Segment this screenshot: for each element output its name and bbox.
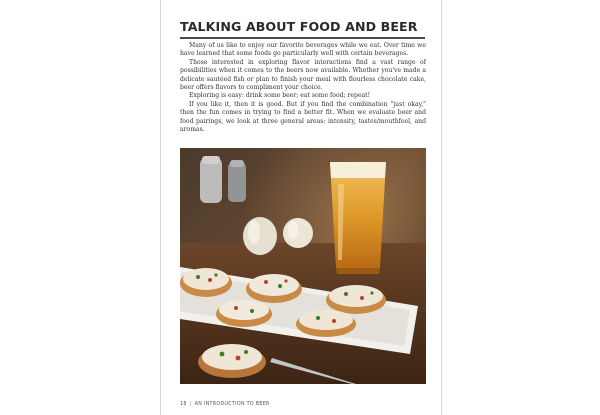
beer-glass-icon: [330, 162, 386, 274]
footer-separator: |: [189, 402, 192, 407]
section-name: AN INTRODUCTION TO BEER: [194, 402, 270, 407]
paragraph: Many of us like to enjoy our favorite beverages while we eat. Over time we have learned that some foods go particularly well with certain beverages.: [180, 42, 426, 58]
paragraph: Exploring is easy: drink some beer; eat some food; repeat!: [189, 92, 371, 100]
page-number: 18: [180, 402, 187, 407]
paragraph: If you like it, then it is good. But if you find the combination "just okay," then the fun comes in trying to find a better fit. When we evaluate beer and food pairings, we look at three general areas: intensity, tastes/mouthfeel, and aromas.: [180, 100, 426, 134]
title-underline: [180, 37, 425, 39]
body-text: [180, 42, 426, 134]
paragraph: Those interested in exploring flavor interactions find a vast range of possibilities when it comes to the beers now available. Whether you've made a delicate sautéed fish or plan to finish your meal with flourless chocolate cake, beer offers flavors to compliment your choice.: [180, 58, 426, 92]
book-page: [160, 0, 442, 415]
page-title: TALKING ABOUT FOOD AND BEER: [180, 19, 418, 34]
beer-and-appetizers-photo: [180, 148, 426, 384]
page-footer: [180, 402, 270, 407]
